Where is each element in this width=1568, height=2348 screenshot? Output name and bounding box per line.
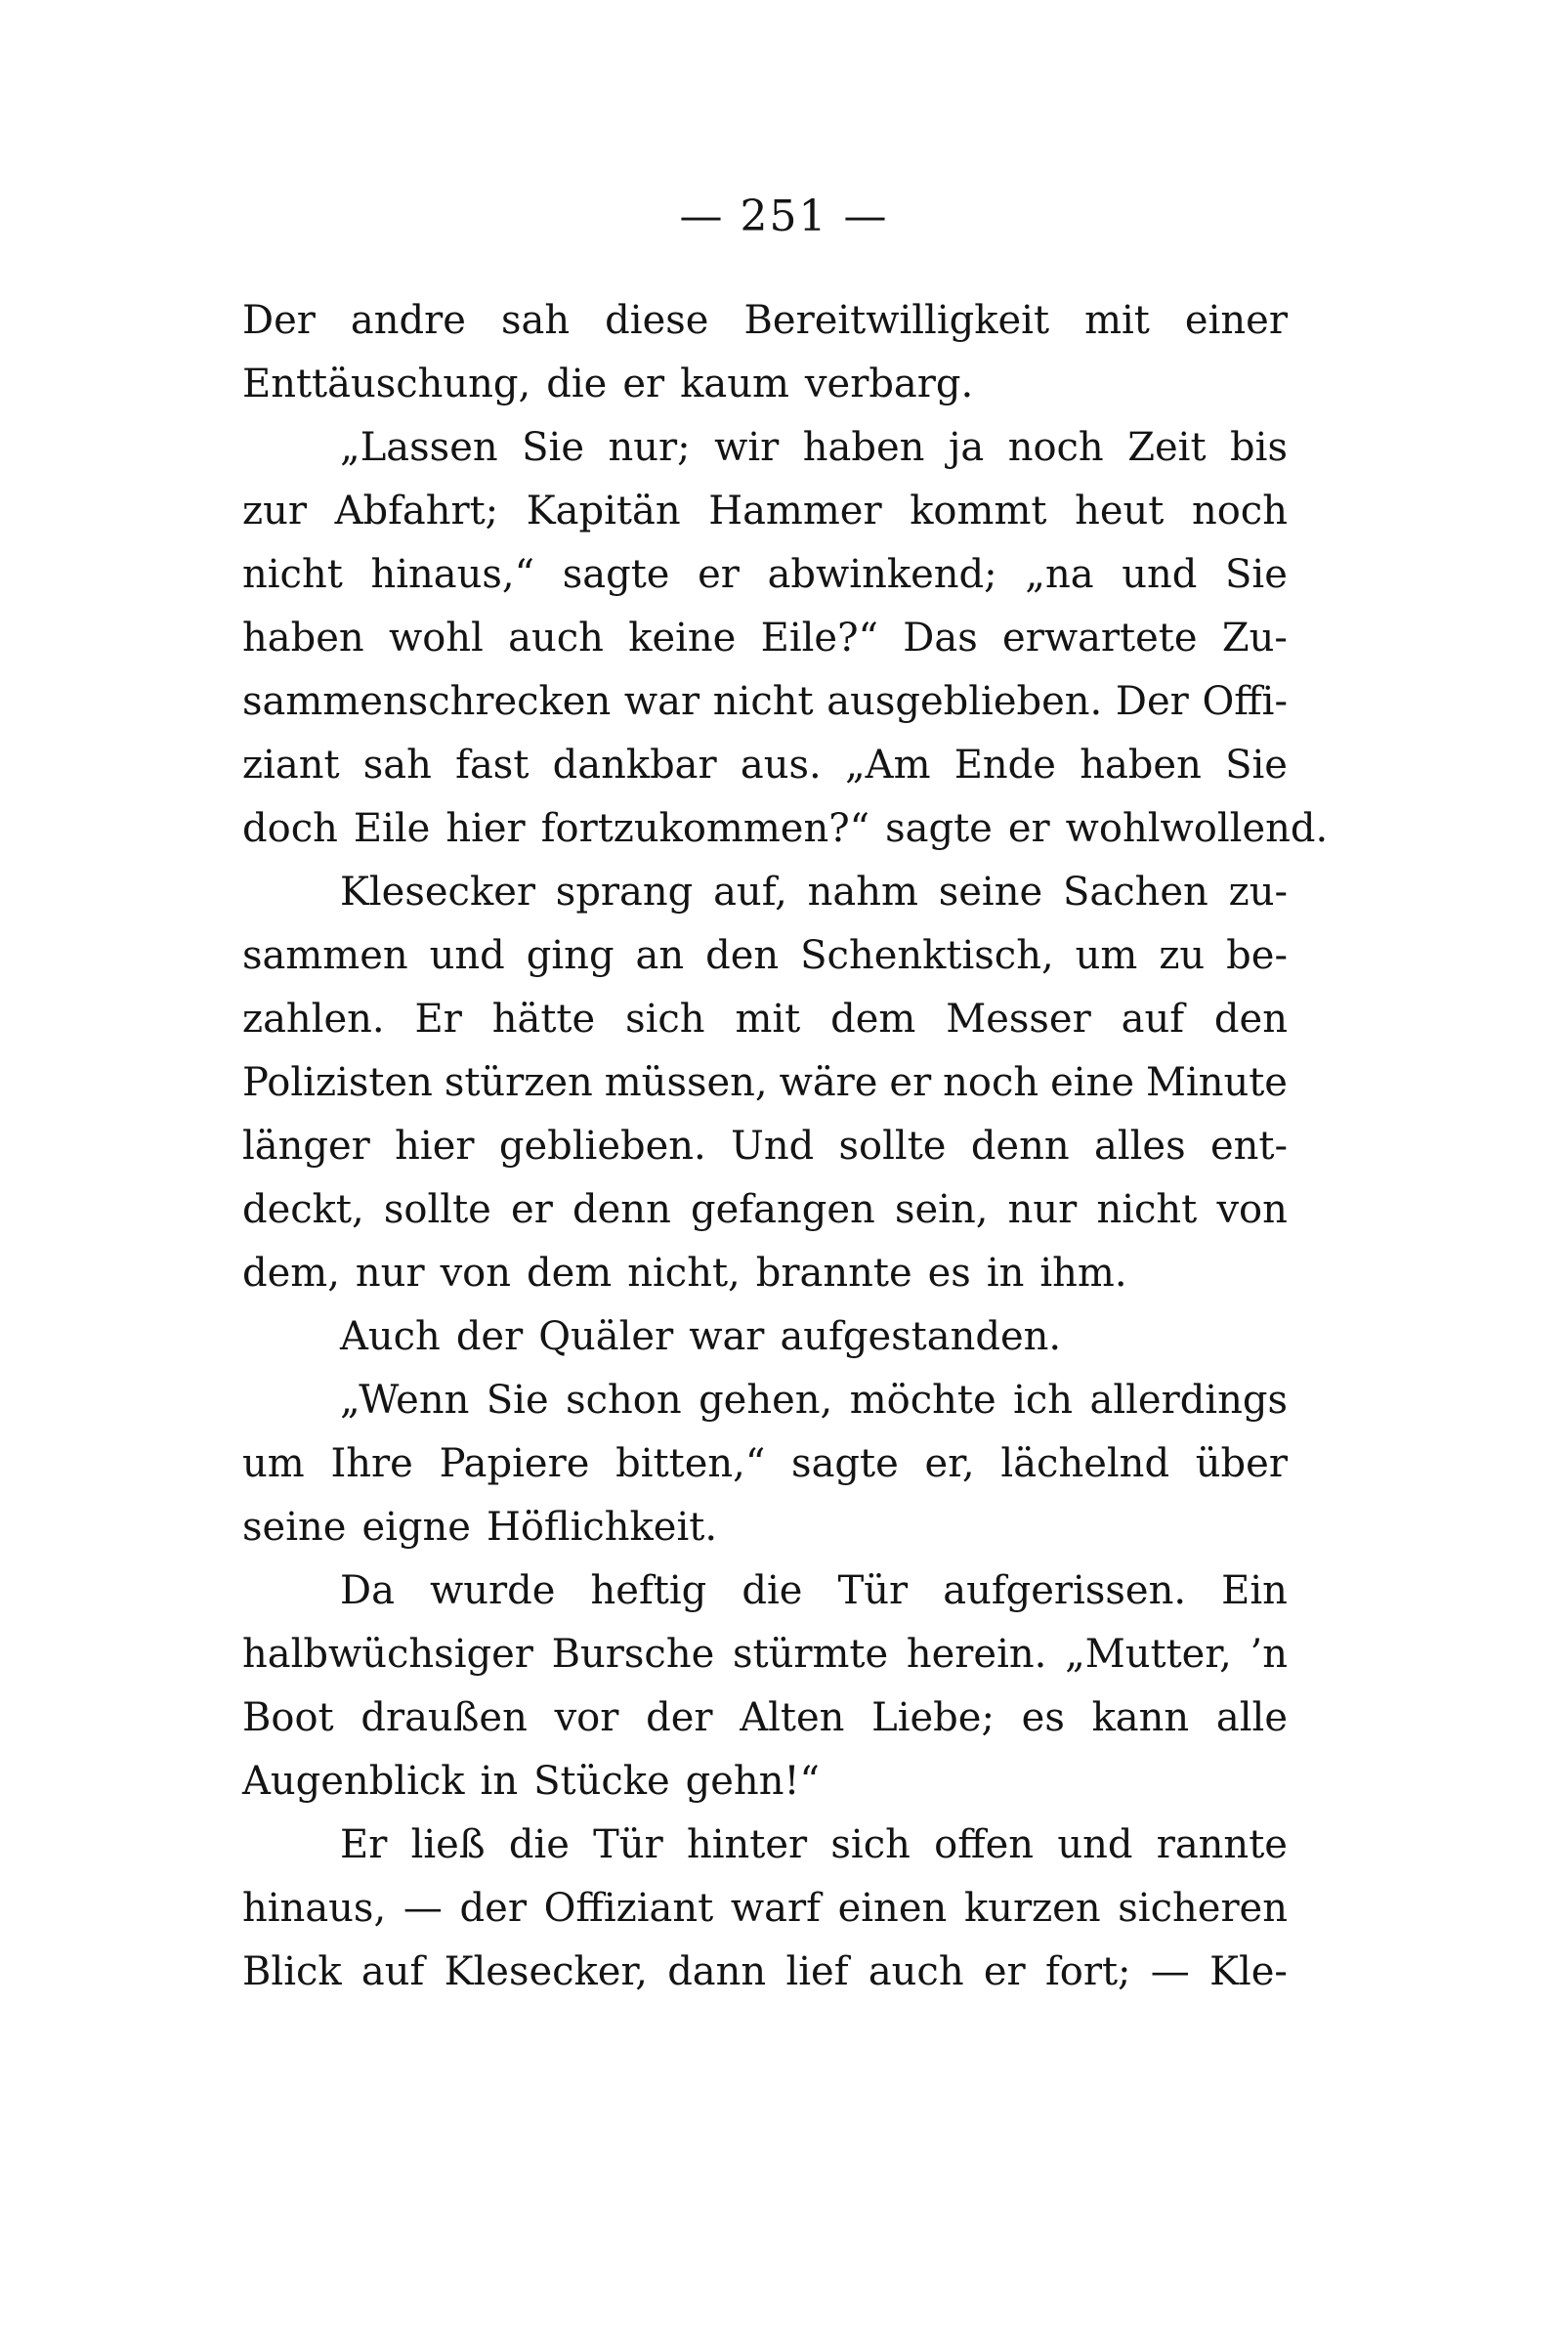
text-line: Klesecker sprang auf, nahm seine Sachen zu- xyxy=(340,870,1288,915)
text-line: Er ließ die Tür hinter sich offen und rannte xyxy=(340,1822,1288,1867)
text-line: „Wenn Sie schon gehen, möchte ich allerdings xyxy=(340,1378,1288,1423)
text-line: um Ihre Papiere bitten,“ sagte er, lächelnd über xyxy=(242,1441,1288,1486)
text-line: Auch der Quäler war aufgestanden. xyxy=(340,1314,1062,1359)
text-line: ziant sah fast dankbar aus. „Am Ende haben Sie xyxy=(242,743,1288,788)
text-line: Boot draußen vor der Alten Liebe; es kann alle xyxy=(242,1695,1288,1740)
text-line: dem, nur von dem nicht, brannte es in ihm. xyxy=(242,1251,1127,1296)
text-line: sammenschrecken war nicht ausgeblieben. Der Offi- xyxy=(242,679,1288,724)
text-line: zur Abfahrt; Kapitän Hammer kommt heut noch xyxy=(242,489,1288,534)
text-line: nicht hinaus,“ sagte er abwinkend; „na und Sie xyxy=(242,552,1288,597)
text-line: deckt, sollte er denn gefangen sein, nur nicht von xyxy=(242,1187,1288,1232)
body-text xyxy=(242,289,1329,2004)
text-line: Augenblick in Stücke gehn!“ xyxy=(242,1759,820,1804)
text-line: „Lassen Sie nur; wir haben ja noch Zeit bis xyxy=(340,425,1288,470)
text-line: Da wurde heftig die Tür aufgerissen. Ein xyxy=(340,1568,1288,1613)
text-line: Blick auf Klesecker, dann lief auch er fort; — Kle- xyxy=(242,1949,1288,1994)
text-line: Enttäuschung, die er kaum verbarg. xyxy=(242,362,974,406)
text-line: Der andre sah diese Bereitwilligkeit mit einer xyxy=(242,298,1288,343)
text-line: haben wohl auch keine Eile?“ Das erwartete Zu- xyxy=(242,616,1288,661)
text-line: Polizisten stürzen müssen, wäre er noch eine Minute xyxy=(242,1060,1288,1105)
page-number: — 251 — xyxy=(679,192,889,241)
text-line: länger hier geblieben. Und sollte denn alles ent- xyxy=(242,1124,1288,1169)
text-line: halbwüchsiger Bursche stürmte herein. „Mutter, ’n xyxy=(242,1632,1288,1677)
text-line: seine eigne Höflichkeit. xyxy=(242,1505,718,1550)
text-line: zahlen. Er hätte sich mit dem Messer auf den xyxy=(242,997,1288,1042)
text-line: hinaus, — der Offiziant warf einen kurzen sicheren xyxy=(242,1886,1288,1931)
text-line: sammen und ging an den Schenktisch, um zu be- xyxy=(242,933,1288,978)
text-line: doch Eile hier fortzukommen?“ sagte er wohlwollend. xyxy=(242,806,1329,851)
